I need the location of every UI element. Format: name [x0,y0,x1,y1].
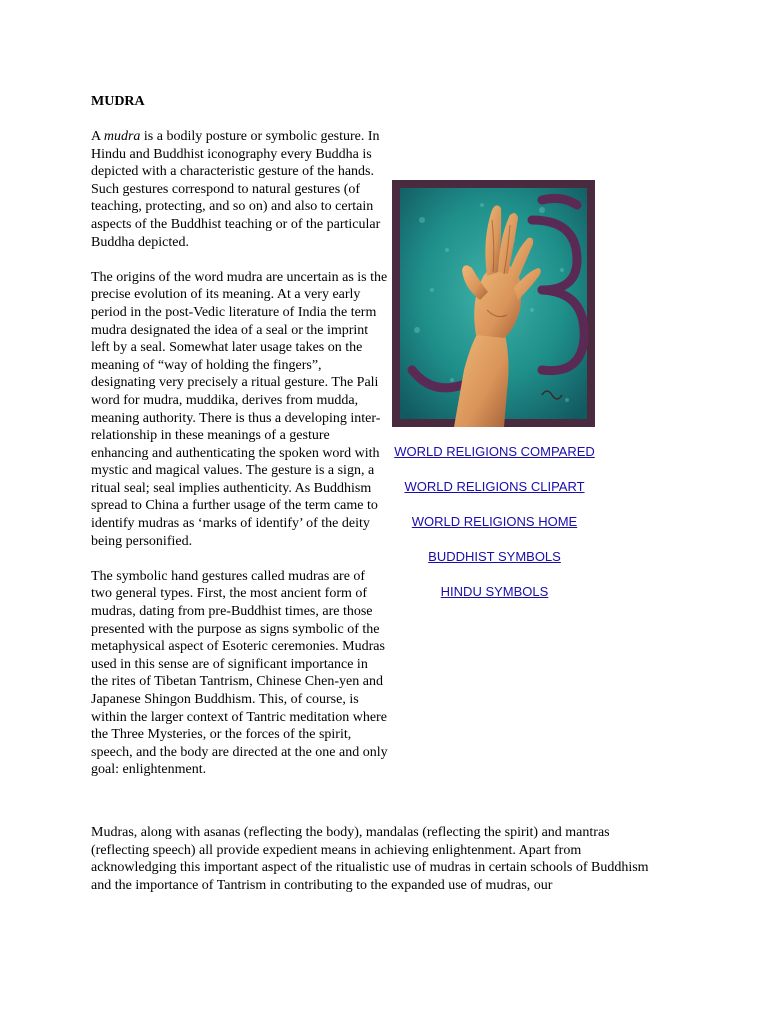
link-buddhist-symbols[interactable]: BUDDHIST SYMBOLS [428,548,561,564]
link-world-religions-home[interactable]: WORLD RELIGIONS HOME [411,513,578,529]
paragraph-intro: A mudra is a bodily posture or symbolic gesture. In Hindu and Buddhist iconography every Buddha is depicted with a characteristic gesture of the hands. Such gestures correspond to natural gestures (of teaching, protecting, and so on) and also to certain aspects of the Buddhist teaching or of the particular Buddha depicted. [91,129,381,250]
link-world-religions-clipart[interactable]: WORLD RELIGIONS CLIPART [404,478,585,494]
term-mudra: mudra [103,129,141,144]
mudra-hand-painting [392,180,595,427]
paragraph-expedient-means: Mudras, along with asanas (reflecting the body), mandalas (reflecting the spirit) and mantras (reflecting speech) all provide expedient means in achieving enlightenment. Apart from acknowledging this important aspect of the ritualistic use of mudras in certain schools of Buddhism and the importance of Tantrism in contributing to the expanded use of mudras, our [91,825,649,893]
left-column [91,128,388,797]
hand-illustration [392,180,595,427]
link-world-religions-compared[interactable]: WORLD RELIGIONS COMPARED [394,444,595,459]
link-hindu-symbols[interactable]: HINDU SYMBOLS [440,583,549,599]
paragraph-types: The symbolic hand gestures called mudras are of two general types. First, the most ancient form of mudras, dating from pre-Buddhist times, are those presented with the purpose as signs symbolic of the metaphysical aspect of Esoteric ceremonies. Mudras used in this sense are of significant importance in the rites of Tibetan Tantrism, Chinese Chen-yen and Japanese Shingon Buddhism. This, of course, is within the larger context of Tantric meditation where the Three Mysteries, or the forces of the spirit, speech, and the body are directed at the one and only goal: enlightenment. [91,568,388,778]
related-links [392,443,597,618]
paragraph-origins: The origins of the word mudra are uncertain as is the precise evolution of its meaning. At a very early period in the post-Vedic literature of India the term mudra designated the idea of a seal or the imprint left by a seal. Somewhat later usage takes on the meaning of “way of holding the fingers”, designating very precisely a ritual gesture. The Pali word for mudra, muddika, derives from mudda, meaning authority. There is thus a developing inter-relationship in these meanings of a gesture enhancing and authenticating the spoken word with mystic and magical values. The gesture is a sign, a ritual seal; seal implies authenticity. As Buddhism spread to China a further usage of the term came to identify mudras as ‘marks of identify’ of the deity being personified. [91,269,388,549]
page-title: MUDRA [91,94,145,109]
